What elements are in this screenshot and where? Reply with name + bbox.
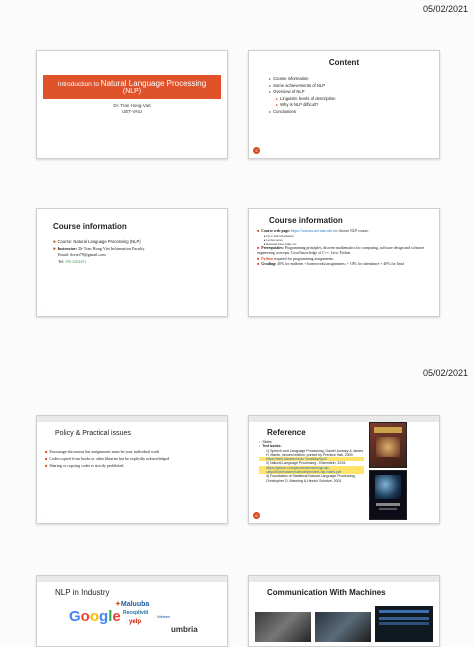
reference-list (259, 440, 364, 483)
slide-title[interactable] (36, 50, 228, 159)
policy-list (45, 448, 223, 469)
email-line: Email: thviet79@gmail.com (58, 252, 106, 257)
page-number: 2 (253, 147, 260, 154)
slide-top-bar (37, 576, 227, 582)
bullet-icon: ▸ (269, 82, 272, 88)
page-marker: · (253, 309, 255, 314)
bullet-icon: ▸ (269, 76, 272, 81)
web-subitem: ▸ Up to date information (264, 234, 294, 239)
reference-entry: 1) Speech and Language Processing, Daniel Jurasky & James H. Martin, second edition, printed by Prentice Hall, 2009. (266, 448, 364, 457)
web-subitem: ▸ Relevant dates, links, etc. (264, 242, 297, 247)
bullet-icon: ■ (45, 463, 48, 468)
content-list (269, 76, 336, 115)
title-main: Natural Language Processing (100, 79, 207, 88)
bullet-icon: ■ (257, 261, 260, 266)
slide-heading: Communication With Machines (267, 588, 386, 597)
web-subitem: ▸ Lecture notes (264, 238, 283, 243)
slide-top-bar (249, 416, 439, 422)
reference-link[interactable]: https://web.stanford.edu/~jurafsky/slp3/ (259, 457, 364, 461)
course-item: ■ Course: Natural Language Processing (NLP) (53, 239, 141, 244)
bullet-icon: ■ (53, 239, 56, 244)
slide-heading: Course information (53, 222, 127, 231)
slide-communication[interactable] (248, 575, 440, 647)
photo-machine-3 (375, 606, 433, 642)
slide-content[interactable] (248, 50, 440, 159)
grading-item: ■ Grading: 40% for midterm + homeworks/assignments; + 10% for attendance + 40% for final (257, 261, 404, 266)
page-marker: · (41, 516, 43, 521)
course-detail-list (257, 229, 433, 267)
date-header-2: 05/02/2021 (422, 368, 468, 378)
bullet-icon: ■ (53, 245, 56, 251)
tel-line: Tel: 0913404491 (58, 258, 87, 264)
slide-heading: Reference (267, 428, 306, 437)
bullet-icon: ▸ (269, 108, 272, 114)
bullet-icon: • (259, 444, 261, 449)
reference-entry: 3) Foundation of Statistical Natural Language Processing, Christopher D. Manning & Hinrich Schutze, 2001 (266, 474, 356, 483)
bullet-icon: ▸ (276, 102, 279, 107)
bullet-icon: ■ (257, 246, 260, 251)
slide-heading: Content (328, 58, 360, 67)
logo-maluuba: ✦Maluuba (115, 601, 150, 608)
list-item: ▸ Overview of NLP (269, 89, 305, 94)
page-number: 6 (253, 512, 260, 519)
slide-heading: Policy & Practical issues (55, 430, 131, 437)
list-item: ■ Sharing or copying codes is strictly prohibited. (45, 463, 125, 468)
slide-top-bar (249, 576, 439, 582)
list-item: • Slides (259, 440, 272, 444)
photo-machine-2 (315, 612, 371, 642)
title-prefix: Introduction to (57, 81, 99, 88)
slide-nlp-industry[interactable] (36, 575, 228, 647)
author: Dr. Tran Hong-Viet (113, 103, 151, 108)
list-subitem: ▸ Linguistic levels of description (276, 95, 336, 101)
affiliation: UET-VNU (122, 109, 142, 114)
date-header-1: 05/02/2021 (422, 4, 468, 14)
reference-link[interactable]: https://github.com/jacobeisenstein/gt-nlp-class/blob/master/notes/eisenstein-nlp-notes.pdf (259, 466, 364, 475)
list-subitem: ▸ Why is NLP difficult? (276, 102, 319, 107)
web-page-item: ■ Course web page: https://courses.uet.vnu.edu.vn/ choose NLP course. (257, 229, 369, 233)
reference-entry: 2) Natural Language Processing - Eisenstein, 2019. (266, 461, 347, 466)
logo-receptiviti: Receptiviti (123, 610, 149, 616)
bullet-icon: ■ (45, 456, 48, 461)
slide-reference[interactable] (248, 415, 440, 524)
title-banner (43, 75, 221, 99)
photo-machine-1 (255, 612, 311, 642)
logo-yelp: yelp (129, 619, 142, 625)
book-cover-statistical-nlp (369, 470, 407, 520)
logo-google: Google (69, 608, 121, 625)
list-item: ■ Encourage discussion but assignments must be your individual work (45, 449, 160, 454)
bullet-icon: ■ (257, 229, 260, 233)
bullet-icon: ■ (257, 256, 260, 261)
instructor-item: ■ Instructor: Dr Tran Hong Viet Information Faculty (53, 245, 145, 251)
slide-course-info-1[interactable] (36, 208, 228, 317)
slide-policy[interactable] (36, 415, 228, 524)
python-item: ■ Python required for programming assignments. (257, 256, 334, 261)
list-item: ▸ Some achievements of NLP (269, 82, 326, 88)
course-list (53, 239, 218, 265)
prereq-item: ■ Prerequisites: Programming principles, discrete mathematics for computing, software design and software engineering concepts. Good knowledge of C++, Java, Python (257, 246, 425, 256)
course-web-link[interactable]: https://courses.uet.vnu.edu.vn/ (291, 229, 338, 233)
maluuba-icon: ✦ (115, 601, 121, 608)
title-paren: (NLP) (122, 88, 142, 95)
list-item: • Text books: (259, 444, 282, 449)
slide-heading: NLP in Industry (55, 588, 110, 597)
list-item: ▸ Course information (269, 76, 309, 81)
bullet-icon: • (259, 440, 261, 444)
slide-top-bar (37, 416, 227, 422)
list-item: ▸ Conclusions (269, 108, 296, 114)
bullet-icon: ▸ (269, 89, 272, 94)
list-item: ■ Codes copied from books or other libraries but be explicitly acknowledged (45, 456, 170, 461)
slide-course-info-2[interactable] (248, 208, 440, 317)
page-marker: · (41, 309, 43, 314)
bullet-icon: ▸ (276, 95, 279, 101)
logo-nielsen: Nielsen (157, 614, 171, 619)
bullet-icon: ■ (45, 449, 48, 454)
book-cover-speech-language-processing (369, 422, 407, 468)
logo-umbria: umbria (171, 625, 198, 634)
slide-heading: Course information (269, 216, 343, 225)
